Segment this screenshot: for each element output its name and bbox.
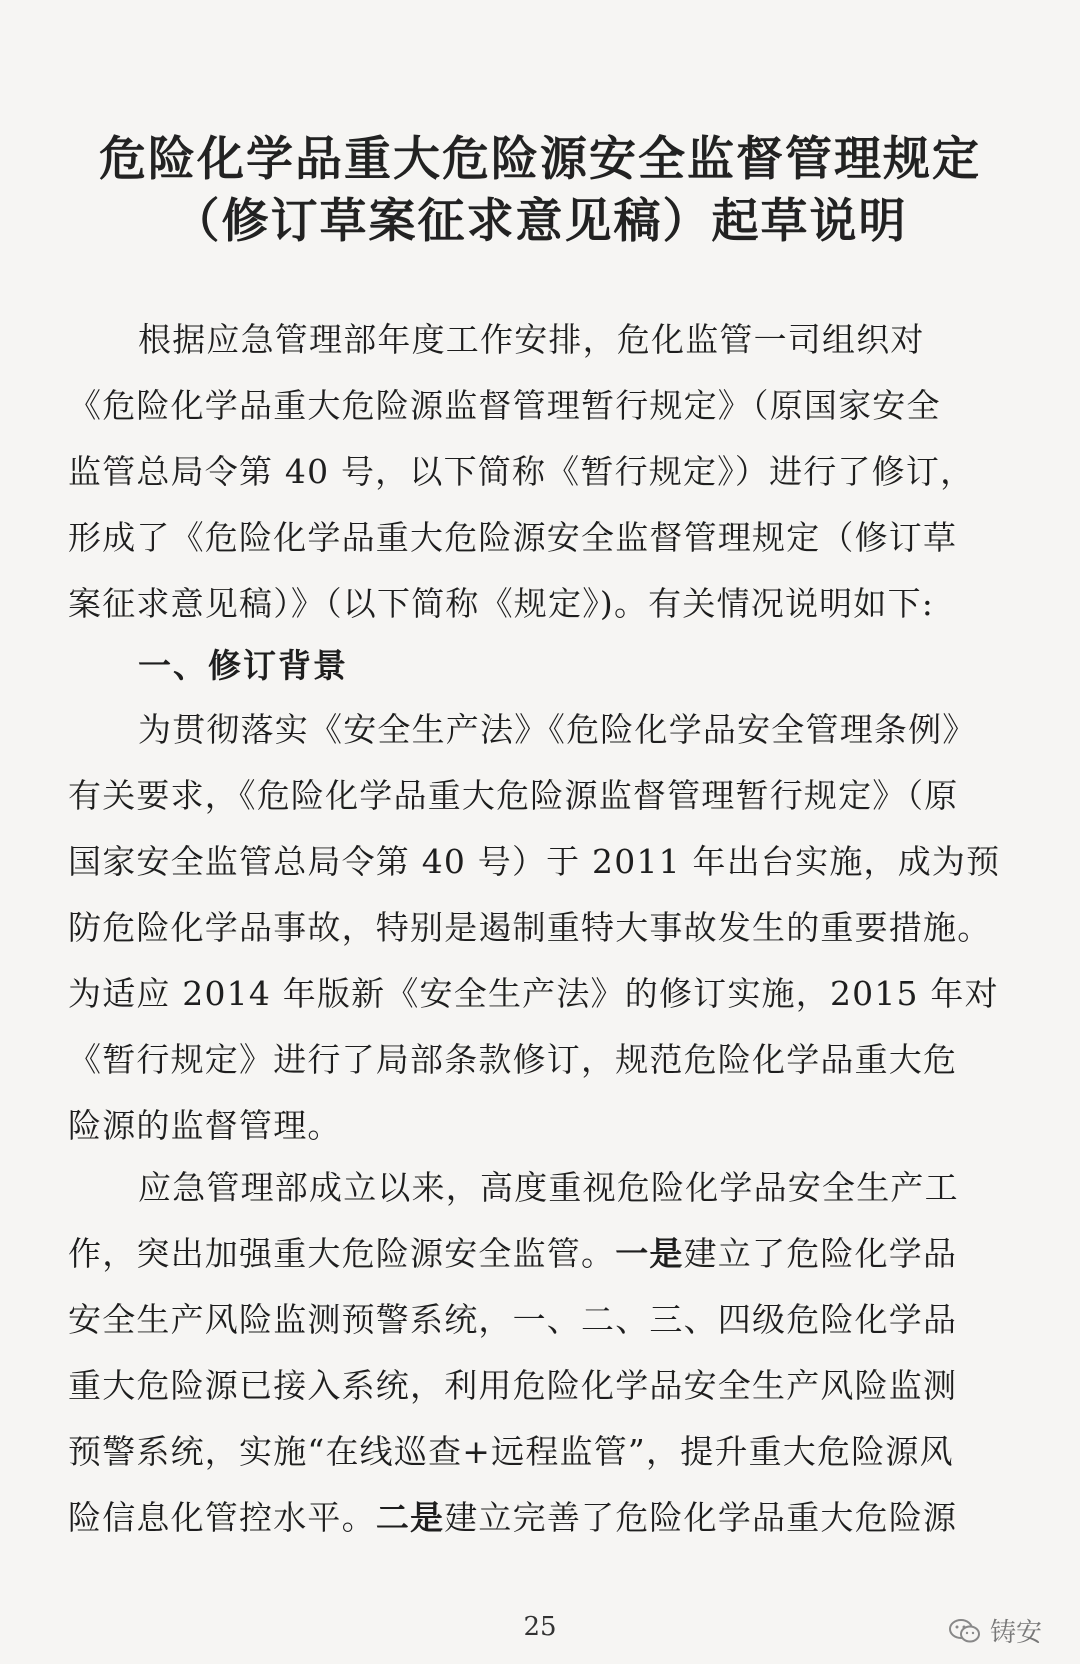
text-segment: 险信息化管控水平。 (68, 1498, 376, 1537)
text-segment: 作，突出加强重大危险源安全监管。 (68, 1234, 616, 1273)
paragraph-1-line: 形成了《危险化学品重大危险源安全监督管理规定（修订草 (68, 518, 958, 557)
paragraph-3-line (68, 1232, 1014, 1276)
paragraph-2-line: 险源的监督管理。 (68, 1106, 342, 1145)
emphasis-text: 二是 (375, 1498, 445, 1537)
watermark (948, 1612, 1042, 1649)
paragraph-3-line: 预警系统，实施“在线巡查+远程监管”，提升重大危险源风 (68, 1432, 954, 1471)
wechat-icon (948, 1618, 982, 1644)
title-line-2: （修订草案征求意见稿）起草说明 (172, 194, 908, 249)
paragraph-2-line: 国家安全监管总局令第 40 号）于 2011 年出台实施，成为预 (68, 842, 1001, 881)
watermark-text: 铸安 (989, 1618, 1042, 1648)
paragraph-3-line: 应急管理部成立以来，高度重视危险化学品安全生产工 (138, 1168, 959, 1207)
emphasis-text: 一是 (615, 1234, 684, 1273)
text-segment: 建立完善了危险化学品重大危险源 (444, 1498, 958, 1537)
text-segment: 建立了危险化学品 (683, 1234, 958, 1273)
paragraph-2-line: 《暂行规定》进行了局部条款修订，规范危险化学品重大危 (68, 1040, 958, 1079)
paragraph-1-line: 《危险化学品重大危险源监督管理暂行规定》（原国家安全 (68, 386, 941, 425)
paragraph-3-line (68, 1496, 1014, 1540)
section-heading: 一、修订背景 (138, 646, 348, 685)
paragraph-2-line: 防危险化学品事故，特别是遏制重特大事故发生的重要措施。 (68, 908, 992, 947)
paragraph-1-line: 监管总局令第 40 号，以下简称《暂行规定》）进行了修订， (68, 452, 975, 491)
paragraph-3-line: 安全生产风险监测预警系统，一、二、三、四级危险化学品 (68, 1300, 958, 1339)
page-number: 25 (523, 1612, 557, 1642)
paragraph-1-line: 案征求意见稿）》（以下简称《规定》)。有关情况说明如下: (68, 584, 935, 623)
paragraph-2-line: 为贯彻落实《安全生产法》《危险化学品安全管理条例》 (138, 710, 977, 749)
title-line-1: 危险化学品重大危险源安全监督管理规定 (99, 132, 981, 187)
paragraph-1-line: 根据应急管理部年度工作安排，危化监管一司组织对 (138, 320, 925, 359)
paragraph-3-line: 重大危险源已接入系统，利用危险化学品安全生产风险监测 (68, 1366, 958, 1405)
paragraph-2-line: 为适应 2014 年版新《安全生产法》的修订实施，2015 年对 (68, 974, 999, 1013)
paragraph-2-line: 有关要求，《危险化学品重大危险源监督管理暂行规定》（原 (68, 776, 959, 815)
